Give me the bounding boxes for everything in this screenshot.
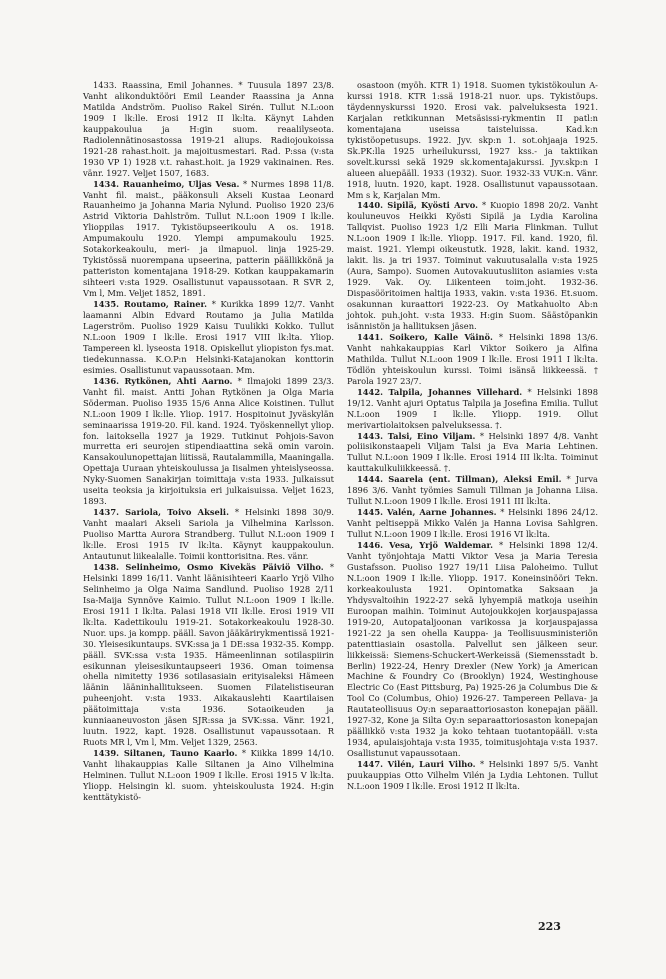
left-column — [83, 80, 334, 803]
entry-heading: 1446. Vesa, Yrjö Waldemar. — [357, 540, 494, 551]
entry — [347, 387, 598, 431]
entry — [347, 759, 598, 792]
entry-text: * Helsinki 1899 16/11. Vanht läänisihteeri Kaarlo Yrjö Vilho Selinheimo ja Olga Naima Sandlund. Puoliso 1928 2/11 Isa-Maija Synnöve Kaimio. Tullut N.L:oon 1909 I lk:lle. Erosi 1911 I lk:lta. Palasi 1918 VII lk:lle. Erosi 1919 VII lk:lta. Kadettikoulu 1919-21. Sotakorkeakoulu 1928-30. Nuor. ups. ja kompp. pääll. Savon jääkärirykmentissä 1921-30. Yleisesikuntaups. SVK:ssa ja 1 DE:ssa 1932-35. Kompp. pääll. SVK:ssa v:sta 1935. Hämeenlinnan sotilaspiirin esikunnan yleisesikuntaupseeri 1936. Oman toimensa ohella nimitetty 1936 sotilasasiain erityisaleksi Hämeen läänin lääninhallitukseen. Suomen Filatelistiseuran puheenjoht. v:sta 1933. Aikakauslehti Kaartilaisen päätoimittaja v:sta 1936. Sotaoikeuden ja kunniaaneuvoston jäsen SJR:ssa ja SVK:ssa. Vänr. 1921, luutn. 1922, kapt. 1928. Osallistunut vapaussotaan. R Ruots MR l, Vm l, Mm. Veljet 1329, 2563. — [83, 561, 335, 748]
entry — [83, 80, 334, 179]
entry — [347, 474, 598, 507]
entry — [83, 562, 334, 748]
entry-text: * Kuopio 1898 20/2. Vanht kouluneuvos Heikki Kyösti Sipilä ja Lydia Karolina Tallqvist. Puoliso 1923 1/2 Elli Maria Flinkman. Tullut N.L:oon 1909 I lk:lle. Yliopp. 1917. Fil. kand. 1920, fil. maist. 1921. Ylempi oikeustutk. 1928, lakit. kand. 1932, lakit. lis. ja tri 1937. Toiminut vakuutusalalla v:sta 1925 (Aura, Sampo). Suomen Autovakuutusliiton asiamies v:sta 1929. Vak. Oy. Liikenteen toim.joht. 1932-36. Dispasööritoimen haltija 1933, vakin. v:sta 1936. Et.suom. osakunnan kuraattori 1922-23. Oy Matkahuolto Ab:n johtok. puh.joht. v:sta 1933. H:gin Suom. Säästöpankin isännistön ja hallituksen jäsen. — [347, 200, 598, 331]
entry — [347, 507, 598, 540]
entry-text: * Helsinki 1897 4/8. Vanht poliisikonstaapeli Viljam Talsi ja Eva Maria Lehtinen. Tullut N.L:oon 1909 I lk:lle. Erosi 1914 III lk:lta. Toiminut kauttakulkuliikkeessä. †. — [347, 430, 598, 474]
entry-heading: 1437. Sariola, Toivo Akseli. — [93, 507, 229, 518]
entry-heading: 1444. Saarela (ent. Tillman), Aleksi Emil. — [357, 474, 562, 485]
right-column — [347, 80, 598, 792]
entry-text: osastoon (myöh. KTR 1) 1918. Suomen tykistökoulun A-kurssi 1918. KTR 1:ssä 1918-21 nuor. ups. Tykistöups. täydennyskurssi 1920. Erosi vak. palveluksesta 1921. Karjalan retkikunnan Metsäsissi-rykmentin II patl:n komentajana useissa taisteluissa. Kad.k:n tykistöopetusups. 1922. Jyv. skp:n 1. sot.ohjaaja 1925. Sk.PK:lla 1925 urheilukurssi, 1927 kss.- ja taktiikan sovelt.kurssi sekä 1929 sk.komentajakurssi. Jyv.skp:n I alueen aluepääll. 1933 (1932). Suor. 1932-33 VUK:n. Vänr. 1918, luutn. 1920, kapt. 1928. Osallistunut vapaussotaan. Mm s k, Karjalan Mm. — [347, 80, 598, 200]
entry-text: * Helsinki 1898 19/12. Vanht ajuri Optatus Talpila ja Josefina Emilia. Tullut N.L:oon 1909 I lk:lle. Yliopp. 1919. Ollut merivartiolaitoksen palveluksessa. †. — [347, 386, 598, 430]
entry — [83, 507, 334, 562]
entry-heading: 1435. Routamo, Rainer. — [93, 299, 208, 310]
entry-text: * Jurva 1896 3/6. Vanht työmies Samuli Tillman ja Johanna Liisa. Tullut N.L:oon 1909 I lk:lle. Erosi 1911 III lk:lta. — [347, 474, 598, 507]
entry-heading: 1443. Talsi, Eino Viljam. — [357, 430, 476, 441]
entry-text: * Helsinki 1898 30/9. Vanht maalari Akseli Sariola ja Vilhelmina Karlsson. Puoliso Martta Aurora Strandberg. Tullut N.L:oon 1909 I lk:lle. Erosi 1915 IV lk:lta. Käynyt kauppakoulun. Antautunut liikealalle. Toimii konttorisitna. Res. vänr. — [83, 507, 334, 561]
entry-text: * Kiikka 1899 14/10. Vanht lihakauppias Kalle Siltanen ja Aino Vilhelmina Helminen. Tullut N.L:oon 1909 I lk:lle. Erosi 1915 V lk:lta. Yliopp. Helsingin kl. suom. yhteiskoulusta 1924. H:gin kenttätykistö- — [83, 748, 334, 802]
entry — [83, 179, 334, 299]
entry-heading: 1436. Rytkönen, Ahti Aarno. — [93, 375, 233, 386]
entry-heading: 1439. Siltanen, Tauno Kaarlo. — [93, 748, 238, 759]
entry-heading: 1442. Talpila, Johannes Villehard. — [357, 386, 523, 397]
entry-text: * Kurikka 1899 12/7. Vanht laamanni Albin Edvard Routamo ja Julia Matilda Lagerström. Puoliso 1929 Kaisu Tuulikki Kokko. Tullut N.L:oon 1909 I lk:lle. Erosi 1917 VIII lk:lta. Yliop. Tampereen kl. lyseosta 1918. Opiskellut yliopiston fys.mat. tiedekunnassa. K.O.P:n Helsinki-Katajanokan konttorin esimies. Osallistunut vapaussotaan. Mm. — [83, 299, 334, 375]
entry-text: 1433. Raassina, Emil Johannes. * Tuusula 1897 23/8. Vanht alikonduktööri Emil Leander Raassina ja Anna Matilda Andström. Puoliso Rakel Sirén. Tullut N.L:oon 1909 I lk:lle. Erosi 1912 II lk:lta. Käynyt Lahden kauppakoulua ja H:gin suom. reaalilyseota. Radiolennätinosastossa 1919-21 aliups. Radiojoukoissa 1921-28 rahast.hoit. ja majoitusmestari. Rad. P:ssa (v:sta 1930 VP 1) 1928 v.t. rahast.hoit. ja 1929 vakinainen. Res. vänr. 1927. Veljet 1507, 1683. — [83, 80, 334, 178]
entry-heading: 1434. Rauanheimo, Uljas Vesa. — [93, 178, 240, 189]
entry — [347, 80, 598, 200]
entry-heading: 1447. Vilén, Lauri Vilho. — [357, 759, 476, 770]
page-number: 223 — [538, 920, 561, 933]
entry — [83, 748, 334, 803]
entry-text: * Helsinki 1898 13/6. Vanht nahkakauppias Karl Viktor Soikero ja Alfina Mathilda. Tullut N.L:oon 1909 I lk:lle. Erosi 1911 I lk:lta. Tödlön yhteiskoulun kurssi. Toimi isänsä liikkeessä. † Parola 1927 23/7. — [347, 331, 598, 386]
entry-text: * Helsinki 1896 24/12. Vanht peltiseppä Mikko Valén ja Hanna Lovisa Sahlgren. Tullut N.L:oon 1909 I lk:lle. Erosi 1916 VI lk:lta. — [347, 507, 598, 540]
entry-text: * Nurmes 1898 11/8. Vanht fil. maist., pääkonsuli Akseli Kustaa Leonard Rauanheimo ja Johanna Maria Nylund. Puoliso 1920 23/6 Astrid Viktoria Dahlström. Tullut N.L:oon 1909 I lk:lle. Ylioppilas 1917. Tykistöupseerikoulu A os. 1918. Ampumakoulu 1920. Ylempi ampumakoulu 1925. Sotakorkeakoulu, meri- ja ilmapuol. linja 1925-29. Tykistössä nuorempana upseerina, patterin päällikkönä ja patteriston komentajana 1918-29. Kotkan kauppakamarin sihteeri v:sta 1929. Osallistunut vapaussotaan. R SVR 2, Vm l, Mm. Veljet 1852, 1891. — [83, 178, 335, 299]
entry-heading: 1445. Valén, Aarne Johannes. — [357, 507, 497, 518]
entry — [347, 431, 598, 475]
entry-heading: 1441. Soikero, Kalle Väinö. — [357, 331, 493, 342]
entry-heading: 1440. Sipilä, Kyösti Arvo. — [357, 200, 478, 211]
entry — [83, 299, 334, 376]
entry-heading: 1438. Selinheimo, Osmo Kivekäs Päiviö Vilho. — [93, 561, 324, 572]
entry — [347, 540, 598, 759]
entry — [83, 376, 334, 507]
entry — [347, 332, 598, 387]
entry — [347, 200, 598, 331]
entry-text: * Ilmajoki 1899 23/3. Vanht fil. maist. Antti Johan Rytkönen ja Olga Maria Söderman. Puoliso 1935 15/6 Anna Alice Koistinen. Tullut N.L:oon 1909 I lk:lle. Yliop. 1917. Hospitoinut Jyväskylän seminaarissa 1919-20. Fil. kand. 1924. Työskennellyt yliop. fon. laitoksella 1927 ja 1929. Tutkinut Pohjois-Savon murretta eri seurojen stipendiaattina sekä omin varoin. Kansakoulunopettajan liitissä, Rautalammilla, Maaningalla. Opettaja Uuraan yhteiskoulussa ja Iisalmen yhteislyseossa. Nyky-Suomen Sanakirjan toimittaja v:sta 1933. Julkaissut useita teoksia ja kirjoituksia eri julkaisuissa. Veljet 1623, 1893. — [83, 375, 334, 507]
entry-text: * Helsinki 1897 5/5. Vanht puukauppias Otto Vilhelm Vilén ja Lydia Lehtonen. Tullut N.L:oon 1909 I lk:lle. Erosi 1912 II lk:lta. — [347, 759, 598, 791]
entry-text: * Helsinki 1898 12/4. Vanht työnjohtaja Matti Viktor Vesa ja Maria Teresia Gustafsson. Puoliso 1927 19/11 Liisa Paloheimo. Tullut N.L:oon 1909 I lk:lle. Yliopp. 1917. Koneinsinööri Tekn. korkeakoulusta 1921. Opintomatka Saksaan ja Yhdysvaltoihin 1922-27 sekä lyhyempiä matkoja useihin Euroopan maihin. Toiminut Autojoukkojen korjauspajassa 1919-20, Autopataljoonan varikossa ja korjauspajassa 1921-22 ja sen ohella Kauppa- ja Teollisuusministeriön patenttiasiain osastolla. Palvellut sen jälkeen seur. liikkeissä: Siemens-Schuckert-Werkeissä (Siemensstadt b. Berlin) 1922-24, Henry Drexler (New York) ja American Machine & Foundry Co (Brooklyn) 1924, Westinghouse Electric Co (East Pittsburg, Pa) 1925-26 ja Columbus Die & Tool Co (Columbus, Ohio) 1926-27. Tampereen Pellava- ja Rautateollisuus Oy:n separaattoriosaston konepajan pääll. 1927-32, Kone ja Silta Oy:n separaattoriosaston konepajan päällikkö v:sta 1932 ja koko tehtaan tuotantopääll. v:sta 1934, apulaisjohtaja v:sta 1935, toimitusjohtaja v:sta 1937. Osallistunut vapaussotaan. — [347, 540, 598, 759]
